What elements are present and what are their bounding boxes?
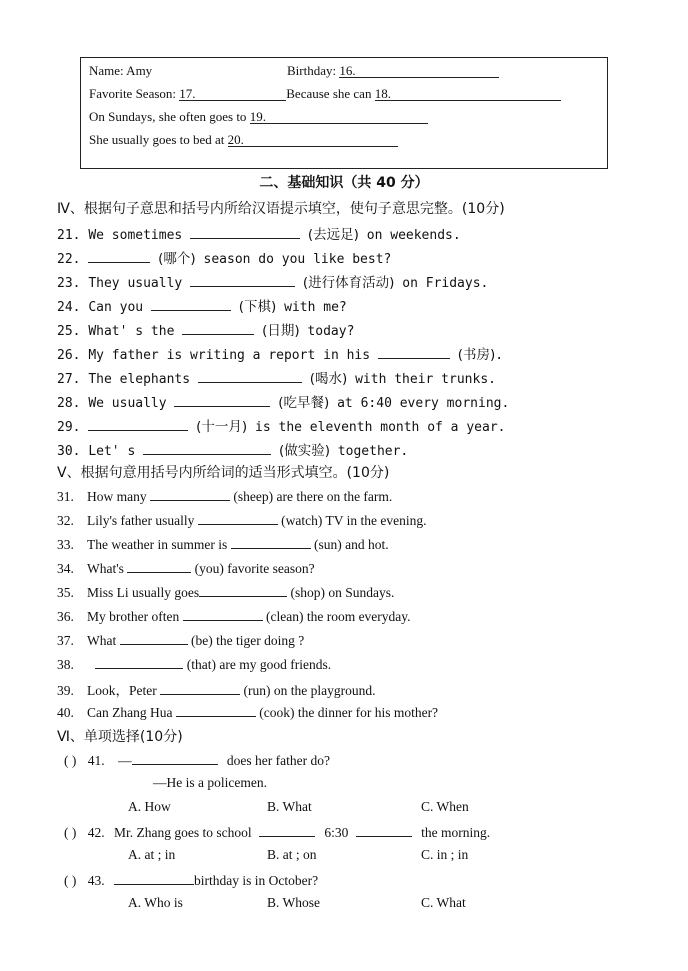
question-number: 30. bbox=[57, 444, 81, 459]
section-6-heading: Ⅵ、单项选择(10分) bbox=[57, 729, 183, 745]
question-43 bbox=[64, 871, 318, 889]
question-text: We sometimes bbox=[88, 228, 191, 243]
question-37 bbox=[57, 631, 304, 649]
question-text: Miss Li usually goes bbox=[87, 585, 200, 600]
question-text: Let' s bbox=[88, 444, 144, 459]
hint-text: (cook) bbox=[259, 705, 295, 720]
question-text: What bbox=[87, 633, 117, 648]
blank-number: 20. bbox=[227, 132, 244, 147]
question-number: 34. bbox=[57, 561, 74, 576]
hint-text: (you) bbox=[194, 561, 224, 576]
hint-text: (哪个) bbox=[158, 251, 196, 267]
question-text: 6:30 bbox=[324, 825, 349, 840]
hint-text: (书房) bbox=[457, 347, 496, 363]
question-text: today? bbox=[299, 324, 355, 339]
answer-blank[interactable] bbox=[190, 225, 300, 239]
question-text: the morning. bbox=[421, 825, 491, 840]
option-a[interactable]: A. at ; in bbox=[128, 847, 176, 862]
question-number: 23. bbox=[57, 276, 81, 291]
question-text: does her father do? bbox=[226, 753, 330, 768]
question-text: on Sundays. bbox=[328, 585, 395, 600]
option-a[interactable]: A. Who is bbox=[128, 895, 183, 910]
question-text: The elephants bbox=[88, 372, 198, 387]
question-27 bbox=[57, 367, 496, 387]
question-41-answer-line: —He is a policemen. bbox=[153, 775, 267, 790]
question-text: and hot. bbox=[345, 537, 389, 552]
question-41 bbox=[64, 751, 330, 769]
info-row-3 bbox=[89, 109, 428, 125]
question-number: 40. bbox=[57, 705, 74, 720]
answer-blank[interactable] bbox=[183, 607, 263, 621]
part-title: 二、基础知识（共 40 分） bbox=[259, 175, 429, 191]
answer-blank[interactable] bbox=[198, 369, 302, 383]
question-text: favorite season? bbox=[227, 561, 315, 576]
hint-text: (去远足) bbox=[307, 227, 359, 243]
question-text: on the playground. bbox=[273, 683, 376, 698]
hint-text: (喝水) bbox=[309, 371, 348, 387]
question-number: 22. bbox=[57, 252, 81, 267]
question-number: 26. bbox=[57, 348, 81, 363]
answer-bracket[interactable]: ( ) bbox=[64, 873, 77, 888]
question-number: 24. bbox=[57, 300, 81, 315]
question-23 bbox=[57, 271, 488, 291]
question-26 bbox=[57, 343, 503, 363]
question-text: at 6:40 every morning. bbox=[329, 396, 510, 411]
option-b[interactable]: B. What bbox=[267, 799, 312, 814]
question-39 bbox=[57, 679, 375, 699]
name-label: Name: Amy bbox=[89, 63, 153, 78]
blank-number: 17. bbox=[179, 86, 196, 101]
question-text: They usually bbox=[88, 276, 191, 291]
answer-blank[interactable] bbox=[174, 393, 270, 407]
question-text: The weather in summer is bbox=[87, 537, 228, 552]
answer-blank[interactable] bbox=[88, 249, 150, 263]
question-text: Look，Peter bbox=[87, 683, 157, 698]
question-40 bbox=[57, 703, 438, 721]
question-number: 21. bbox=[57, 228, 81, 243]
option-b[interactable]: B. Whose bbox=[267, 895, 320, 910]
question-text: season do you like best? bbox=[195, 252, 392, 267]
hint-text: (sheep) bbox=[233, 489, 274, 504]
hint-text: (run) bbox=[243, 683, 271, 698]
question-35 bbox=[57, 583, 394, 601]
answer-blank[interactable] bbox=[151, 297, 231, 311]
question-text: . bbox=[495, 348, 504, 363]
answer-blank[interactable] bbox=[127, 559, 191, 573]
hint-text: (下棋) bbox=[238, 299, 277, 315]
answer-blank[interactable] bbox=[120, 631, 188, 645]
question-38 bbox=[57, 655, 331, 673]
answer-blank[interactable] bbox=[114, 871, 194, 885]
question-text: My brother often bbox=[87, 609, 180, 624]
question-text: are there on the farm. bbox=[276, 489, 393, 504]
question-text: Can Zhang Hua bbox=[87, 705, 173, 720]
dash: — bbox=[118, 753, 132, 768]
question-text: together. bbox=[329, 444, 409, 459]
sundays-label: On Sundays, she often goes to bbox=[89, 109, 247, 124]
question-33 bbox=[57, 535, 389, 553]
question-25 bbox=[57, 319, 354, 339]
answer-blank[interactable] bbox=[356, 823, 412, 837]
info-row-2 bbox=[89, 86, 561, 102]
question-text: Lily's father usually bbox=[87, 513, 195, 528]
question-text: the dinner for his mother? bbox=[297, 705, 439, 720]
hint-text: (clean) bbox=[265, 609, 304, 624]
answer-blank[interactable] bbox=[378, 345, 450, 359]
hint-text: (that) bbox=[186, 657, 216, 672]
question-number: 42. bbox=[87, 825, 105, 840]
birthday-group bbox=[287, 63, 499, 79]
question-text: What's bbox=[87, 561, 124, 576]
option-b[interactable]: B. at ; on bbox=[267, 847, 317, 862]
question-text: birthday is in October? bbox=[194, 873, 319, 888]
answer-blank[interactable] bbox=[231, 535, 311, 549]
section-5-heading: Ⅴ、根据句意用括号内所给词的适当形式填空。(10分) bbox=[57, 465, 390, 481]
hint-text: (十一月) bbox=[196, 419, 248, 435]
question-number: 28. bbox=[57, 396, 81, 411]
question-number: 25. bbox=[57, 324, 81, 339]
question-text: with their trunks. bbox=[347, 372, 496, 387]
question-34 bbox=[57, 559, 315, 577]
option-c[interactable]: C. in ; in bbox=[421, 847, 469, 862]
answer-blank[interactable] bbox=[259, 823, 315, 837]
hint-text: (sun) bbox=[313, 537, 342, 552]
birthday-label: Birthday: bbox=[287, 63, 337, 78]
question-text: TV in the evening. bbox=[325, 513, 427, 528]
answer-bracket[interactable]: ( ) bbox=[64, 753, 77, 768]
question-number: 37. bbox=[57, 633, 74, 648]
question-32 bbox=[57, 511, 427, 529]
question-text: How many bbox=[87, 489, 147, 504]
answer-blank[interactable] bbox=[143, 441, 271, 455]
option-c[interactable]: C. When bbox=[421, 799, 469, 814]
answer-bracket[interactable]: ( ) bbox=[64, 825, 77, 840]
question-text: is the eleventh month of a year. bbox=[247, 420, 506, 435]
question-text: on Fridays. bbox=[394, 276, 489, 291]
answer-blank[interactable] bbox=[182, 321, 254, 335]
question-22 bbox=[57, 247, 391, 267]
sundays-blank[interactable] bbox=[250, 109, 428, 124]
section-4-heading: Ⅳ、根据句子意思和括号内所给汉语提示填空，使句子意思完整。(10分) bbox=[57, 201, 505, 217]
question-text: on weekends. bbox=[358, 228, 461, 243]
bed-blank[interactable] bbox=[228, 132, 398, 147]
question-number: 35. bbox=[57, 585, 74, 600]
answer-blank[interactable] bbox=[176, 703, 256, 717]
question-number: 32. bbox=[57, 513, 74, 528]
hint-text: (shop) bbox=[290, 585, 326, 600]
hint-text: (吃早餐) bbox=[278, 395, 330, 411]
question-text: Can you bbox=[88, 300, 151, 315]
info-row-4 bbox=[89, 132, 398, 148]
question-42 bbox=[64, 823, 490, 841]
question-text: What' s the bbox=[88, 324, 183, 339]
because-blank[interactable] bbox=[375, 86, 561, 101]
bed-label: She usually goes to bed at bbox=[89, 132, 225, 147]
answer-blank[interactable] bbox=[95, 655, 183, 669]
question-number: 27. bbox=[57, 372, 81, 387]
question-text: My father is writing a report in his bbox=[88, 348, 378, 363]
answer-blank[interactable] bbox=[160, 681, 240, 695]
hint-text: (做实验) bbox=[278, 443, 330, 459]
question-number: 33. bbox=[57, 537, 74, 552]
question-text: the tiger doing ? bbox=[216, 633, 305, 648]
season-label: Favorite Season: bbox=[89, 86, 177, 101]
question-number: 38. bbox=[57, 657, 74, 672]
season-blank[interactable] bbox=[179, 86, 286, 101]
question-number: 31. bbox=[57, 489, 74, 504]
blank-number: 18. bbox=[374, 86, 391, 101]
info-box bbox=[80, 57, 608, 169]
option-a[interactable]: A. How bbox=[128, 799, 171, 814]
answer-blank[interactable] bbox=[150, 487, 230, 501]
question-number: 36. bbox=[57, 609, 74, 624]
birthday-blank[interactable] bbox=[339, 63, 499, 78]
blank-number: 19. bbox=[249, 109, 266, 124]
question-text: We usually bbox=[88, 396, 175, 411]
question-28 bbox=[57, 391, 509, 411]
hint-text: (进行体育活动) bbox=[302, 275, 395, 291]
answer-blank[interactable] bbox=[198, 511, 278, 525]
question-text: are my good friends. bbox=[219, 657, 332, 672]
question-31 bbox=[57, 487, 392, 505]
info-row-1 bbox=[89, 63, 356, 79]
answer-blank[interactable] bbox=[88, 417, 188, 431]
hint-text: (watch) bbox=[281, 513, 323, 528]
question-36 bbox=[57, 607, 411, 625]
option-c[interactable]: C. What bbox=[421, 895, 466, 910]
question-30 bbox=[57, 439, 408, 459]
question-text: Mr. Zhang goes to school bbox=[114, 825, 252, 840]
blank-number: 16. bbox=[339, 63, 356, 78]
question-24 bbox=[57, 295, 347, 315]
question-number: 43. bbox=[87, 873, 105, 888]
question-29 bbox=[57, 415, 505, 435]
answer-blank[interactable] bbox=[132, 751, 218, 765]
question-number: 39. bbox=[57, 683, 74, 698]
question-text: with me? bbox=[276, 300, 347, 315]
hint-text: (be) bbox=[191, 633, 213, 648]
question-21 bbox=[57, 223, 461, 243]
hint-text: (日期) bbox=[262, 323, 300, 339]
because-label: Because she can bbox=[286, 86, 372, 101]
answer-blank[interactable] bbox=[190, 273, 295, 287]
question-number: 29. bbox=[57, 420, 81, 435]
question-text: the room everyday. bbox=[306, 609, 411, 624]
answer-blank[interactable] bbox=[199, 583, 287, 597]
question-number: 41. bbox=[87, 753, 105, 768]
